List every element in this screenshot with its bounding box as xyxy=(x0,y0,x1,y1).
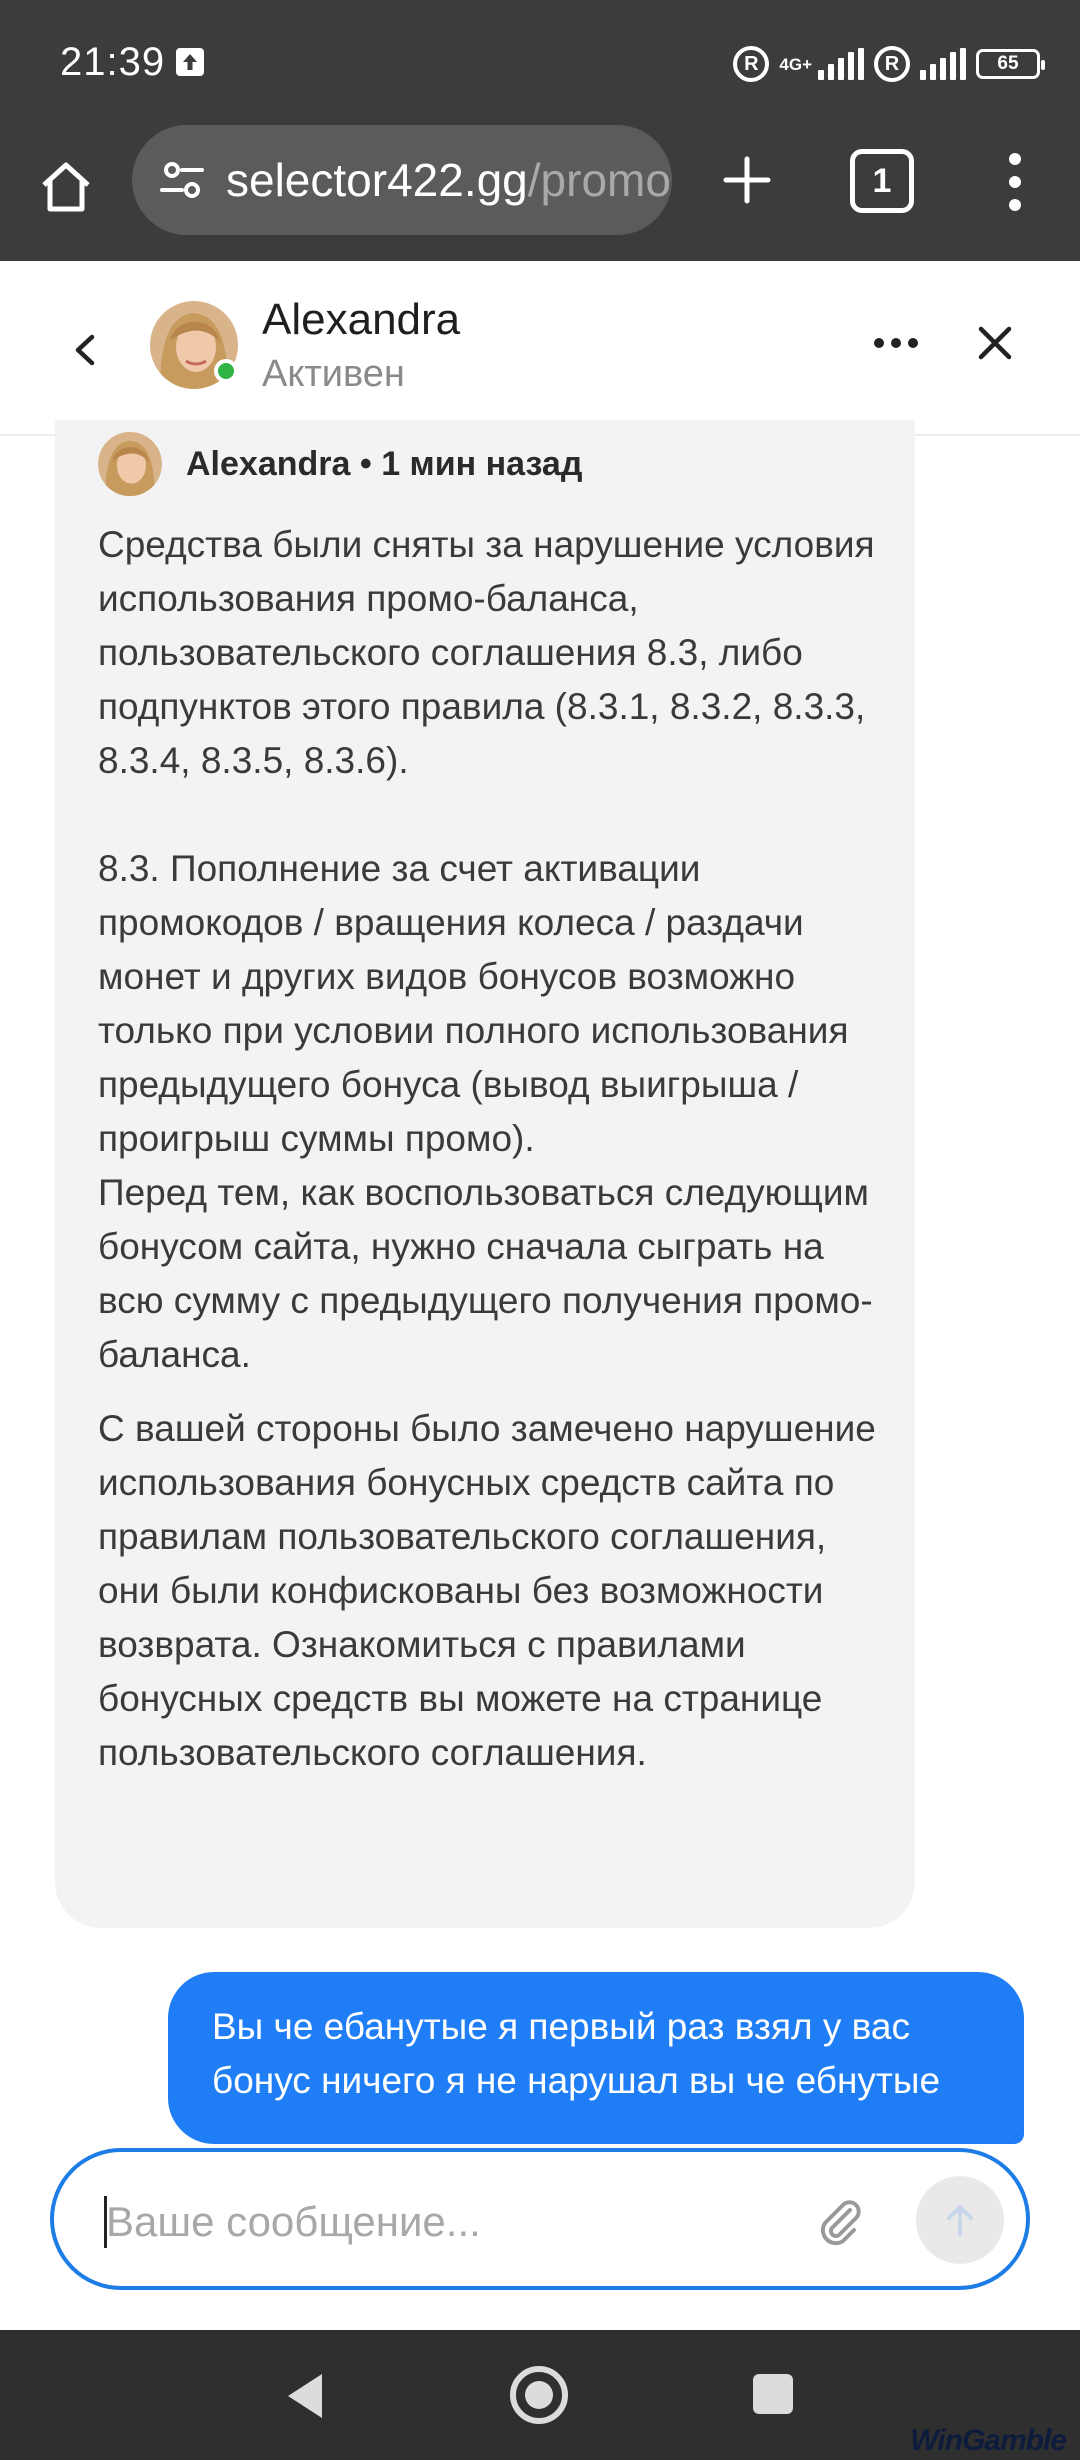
back-chevron-icon[interactable] xyxy=(60,325,110,375)
agent-message-text xyxy=(98,518,898,1780)
url-host: selector422.gg xyxy=(226,154,528,206)
nav-recents-icon[interactable] xyxy=(753,2374,793,2414)
user-message-text: Вы че ебанутые я первый раз взял у вас бонус ничего я не нарушал вы че ебнутые xyxy=(212,2006,941,2101)
agent-status: Активен xyxy=(262,353,405,395)
tab-count: 1 xyxy=(872,161,892,200)
menu-dot xyxy=(1009,199,1021,211)
watermark-logo: WinGamble xyxy=(910,2424,1066,2457)
upload-notification-icon xyxy=(176,48,204,76)
plus-icon xyxy=(722,155,772,205)
online-status-dot xyxy=(214,359,238,383)
home-button[interactable] xyxy=(30,151,102,223)
address-bar[interactable] xyxy=(132,125,672,235)
battery-icon xyxy=(976,49,1040,79)
more-dot xyxy=(891,338,901,348)
browser-toolbar xyxy=(0,125,1080,261)
signal-icon-sim2 xyxy=(920,48,966,80)
network-type: 4G+ xyxy=(779,54,812,74)
roaming-icon: R xyxy=(733,46,769,82)
nav-home-icon[interactable] xyxy=(510,2366,568,2424)
user-message-bubble xyxy=(168,1972,1024,2144)
agent-name: Alexandra xyxy=(262,295,461,344)
arrow-up-icon xyxy=(940,2200,980,2240)
new-tab-button[interactable] xyxy=(712,145,782,215)
agent-paragraph: С вашей стороны было замечено нарушение использования бонусных средств сайта по правилам пользовательского соглашения, они были конфискованы без возможности возврата. Ознакомиться с правилами бонусных средств вы можете на странице пользовательского соглашения. xyxy=(98,1408,876,1773)
url-text[interactable] xyxy=(226,153,671,207)
signal-icon xyxy=(818,48,864,80)
tab-switcher-button[interactable] xyxy=(850,149,914,213)
message-input[interactable] xyxy=(106,2182,786,2262)
more-options-button[interactable] xyxy=(874,333,918,353)
menu-dot xyxy=(1009,153,1021,165)
status-indicators xyxy=(733,40,1040,88)
agent-message-author-time: Alexandra • 1 мин назад xyxy=(186,444,583,483)
nav-back-icon[interactable] xyxy=(282,2370,328,2422)
close-icon[interactable] xyxy=(975,323,1015,363)
status-time: 21:39 xyxy=(60,40,166,84)
paperclip-icon[interactable] xyxy=(810,2192,866,2248)
more-dot xyxy=(874,338,884,348)
agent-avatar-small xyxy=(98,432,162,496)
agent-paragraph: Перед тем, как воспользоваться следующим бонусом сайта, нужно сначала сыграть на всю сумму с предыдущего получения промо-баланса. xyxy=(98,1172,873,1375)
roaming-icon-sim2: R xyxy=(874,46,910,82)
message-composer xyxy=(50,2148,1030,2290)
browser-menu-button[interactable] xyxy=(990,147,1040,217)
more-dot xyxy=(908,338,918,348)
agent-paragraph: 8.3. Пополнение за счет активации промокодов / вращения колеса / раздачи монет и других видов бонусов возможно только при условии полного использования предыдущего бонуса (вывод выигрыша / проигрыш суммы промо). xyxy=(98,848,849,1159)
send-button[interactable] xyxy=(916,2176,1004,2264)
site-settings-icon[interactable] xyxy=(156,154,208,206)
menu-dot xyxy=(1009,176,1021,188)
agent-message-meta xyxy=(98,432,582,496)
url-path: /promo xyxy=(527,154,671,206)
home-icon xyxy=(36,157,96,217)
chat-header xyxy=(0,261,1080,436)
agent-paragraph: Средства были сняты за нарушение условия использования промо-баланса, пользовательского соглашения 8.3, либо подпунктов этого правила (8.3.1, 8.3.2, 8.3.3, 8.3.4, 8.3.5, 8.3.6). xyxy=(98,524,875,781)
battery-level: 65 xyxy=(997,53,1019,74)
status-bar xyxy=(0,0,1080,125)
system-navigation-bar xyxy=(0,2330,1080,2460)
